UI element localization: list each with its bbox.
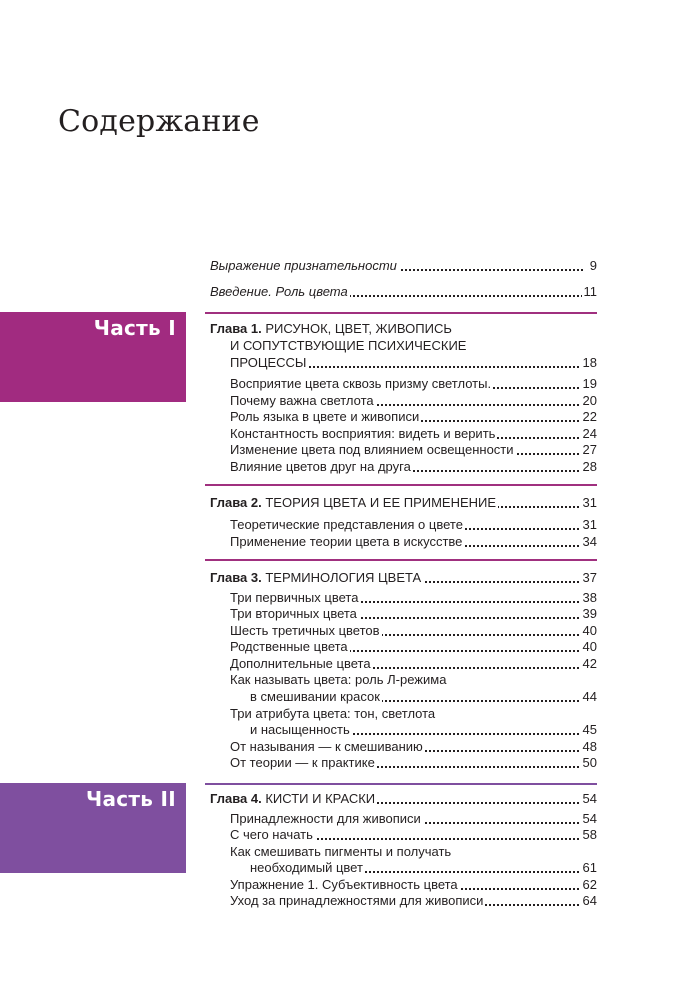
page-title: Содержание (58, 104, 260, 139)
toc-entry[interactable]: Шесть третичных цветов 40 (230, 623, 597, 638)
chapter-3-heading[interactable]: Глава 3. ТЕРМИНОЛОГИЯ ЦВЕТА 37 (210, 570, 597, 585)
part-2-band (0, 783, 186, 873)
toc-entry[interactable]: Применение теории цвета в искусстве 34 (230, 534, 597, 549)
toc-entry-introduction[interactable]: Введение. Роль цвета 11 (210, 284, 597, 299)
toc-entry[interactable]: Уход за принадлежностями для живописи 64 (230, 893, 597, 908)
toc-entry[interactable]: Почему важна светлота 20 (230, 393, 597, 408)
divider (205, 559, 597, 561)
toc-entry[interactable]: Родственные цвета 40 (230, 639, 597, 654)
chapter-4-heading[interactable]: Глава 4. КИСТИ И КРАСКИ 54 (210, 791, 597, 806)
part-1-label: Часть I (93, 316, 176, 340)
part-1-band (0, 312, 186, 402)
divider (205, 484, 597, 486)
part-2-label: Часть II (86, 787, 176, 811)
toc-entry-line1[interactable]: Три атрибута цвета: тон, светлота (230, 706, 436, 721)
chapter-1-heading-line1[interactable]: Глава 1. РИСУНОК, ЦВЕТ, ЖИВОПИСЬ (210, 321, 452, 336)
toc-entry[interactable]: С чего начать 58 (230, 827, 597, 842)
toc-entry[interactable]: Упражнение 1. Субъективность цвета 62 (230, 877, 597, 892)
toc-entry[interactable]: Дополнительные цвета 42 (230, 656, 597, 671)
toc-entry-line2[interactable]: в смешивании красок 44 (250, 689, 597, 704)
toc-entry-line1[interactable]: Как называть цвета: роль Л-режима (230, 672, 447, 687)
toc-entry[interactable]: Изменение цвета под влиянием освещенности 27 (230, 442, 597, 457)
toc-entry[interactable]: От называния — к смешиванию 48 (230, 739, 597, 754)
divider (205, 783, 597, 785)
divider (205, 312, 597, 314)
toc-entry-acknowledgements[interactable]: Выражение признательности 9 (210, 258, 597, 273)
toc-entry-line2[interactable]: и насыщенность 45 (250, 722, 597, 737)
chapter-1-heading-line3[interactable]: ПРОЦЕССЫ 18 (230, 355, 597, 370)
chapter-2-heading[interactable]: Глава 2. ТЕОРИЯ ЦВЕТА И ЕЕ ПРИМЕНЕНИЕ 31 (210, 495, 597, 510)
toc-entry[interactable]: Три вторичных цвета 39 (230, 606, 597, 621)
toc-entry[interactable]: Восприятие цвета сквозь призму светлоты. 19 (230, 376, 597, 391)
chapter-1-heading-line2: И СОПУТСТВУЮЩИЕ ПСИХИЧЕСКИЕ (230, 338, 467, 353)
toc-entry[interactable]: Теоретические представления о цвете 31 (230, 517, 597, 532)
toc-entry[interactable]: От теории — к практике 50 (230, 755, 597, 770)
toc-entry[interactable]: Влияние цветов друг на друга 28 (230, 459, 597, 474)
toc-entry[interactable]: Принадлежности для живописи 54 (230, 811, 597, 826)
toc-entry[interactable]: Роль языка в цвете и живописи 22 (230, 409, 597, 424)
toc-entry[interactable]: Константность восприятия: видеть и верить 24 (230, 426, 597, 441)
toc-entry-line2[interactable]: необходимый цвет 61 (250, 860, 597, 875)
toc-entry[interactable]: Три первичных цвета 38 (230, 590, 597, 605)
toc-entry-line1[interactable]: Как смешивать пигменты и получать (230, 844, 452, 859)
